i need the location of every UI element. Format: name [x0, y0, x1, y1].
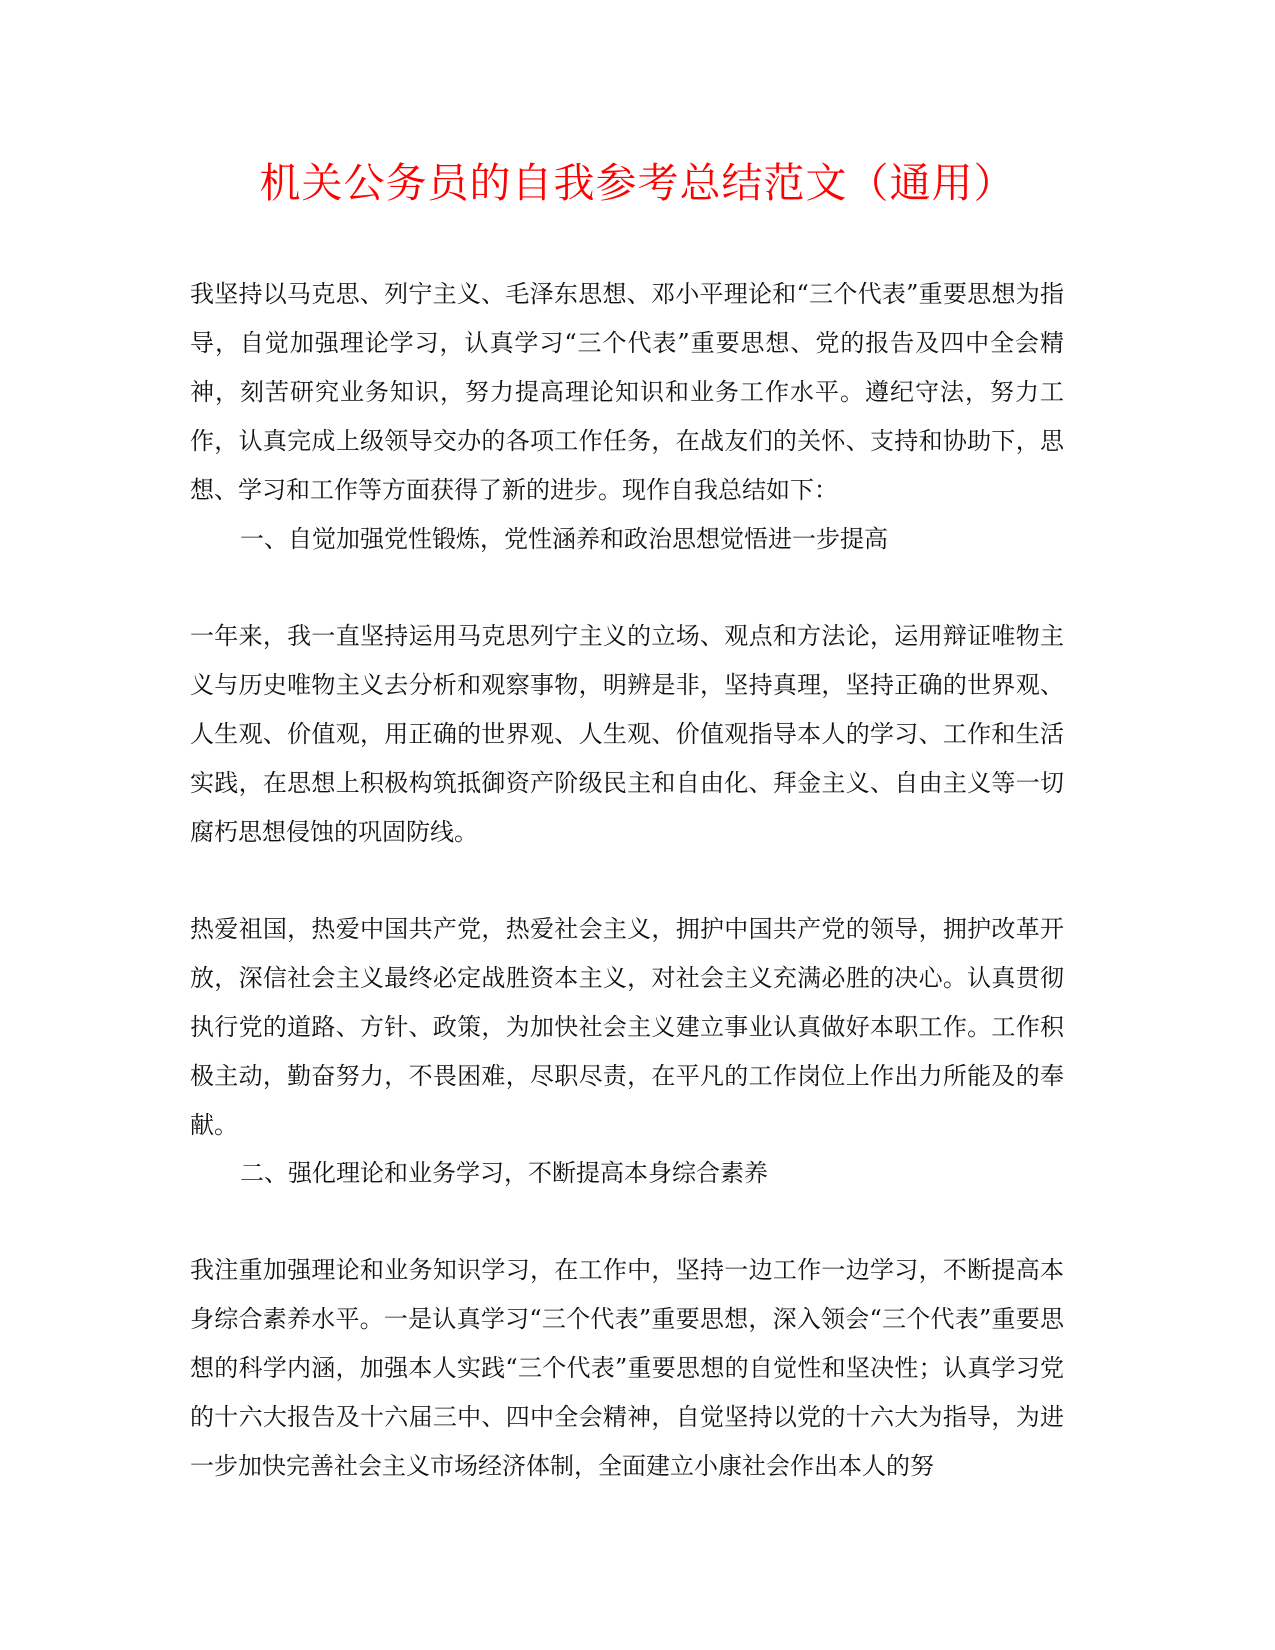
paragraph-study: 我注重加强理论和业务知识学习，在工作中，坚持一边工作一边学习，不断提高本身综合素养水平。一是认真学习“三个代表”重要思想，深入领会“三个代表”重要思想的科学内涵，加强本人实践“三个代表”重要思想的自觉性和坚决性；认真学习党的十六大报告及十六届三中、四中全会精神，自觉坚持以党的十六大为指导，为进一步加快完善社会主义市场经济体制，全面建立小康社会作出本人的努	[190, 1256, 1064, 1480]
paragraph-patriotism: 热爱祖国，热爱中国共产党，热爱社会主义，拥护中国共产党的领导，拥护改革开放，深信社会主义最终必定战胜资本主义，对社会主义充满必胜的决心。认真贯彻执行党的道路、方针、政策，为加快社会主义建立事业认真做好本职工作。工作积极主动，勤奋努力，不畏困难，尽职尽责，在平凡的工作岗位上作出力所能及的奉献。	[190, 915, 1064, 1139]
section-heading-2: 二、强化理论和业务学习，不断提高本身综合素养	[240, 1159, 768, 1187]
document-title: 机关公务员的自我参考总结范文（通用）	[259, 159, 1016, 207]
section-heading-1: 一、自觉加强党性锻炼，党性涵养和政治思想觉悟进一步提高	[240, 525, 888, 553]
paragraph-worldview: 一年来，我一直坚持运用马克思列宁主义的立场、观点和方法论，运用辩证唯物主义与历史唯物主义去分析和观察事物，明辨是非，坚持真理，坚持正确的世界观、人生观、价值观，用正确的世界观、人生观、价值观指导本人的学习、工作和生活实践，在思想上积极构筑抵御资产阶级民主和自由化、拜金主义、自由主义等一切腐朽思想侵蚀的巩固防线。	[190, 622, 1064, 846]
paragraph-intro: 我坚持以马克思、列宁主义、毛泽东思想、邓小平理论和“三个代表”重要思想为指导，自觉加强理论学习，认真学习“三个代表”重要思想、党的报告及四中全会精神，刻苦研究业务知识，努力提高理论知识和业务工作水平。遵纪守法，努力工作，认真完成上级领导交办的各项工作任务，在战友们的关怀、支持和协助下，思想、学习和工作等方面获得了新的进步。现作自我总结如下：	[190, 280, 1064, 504]
